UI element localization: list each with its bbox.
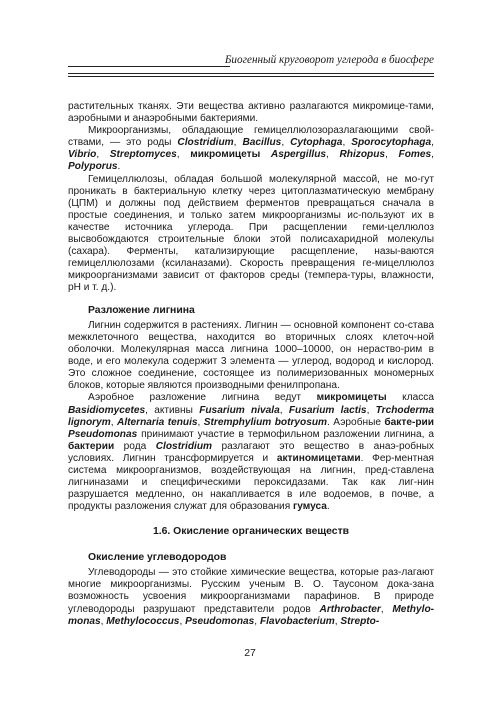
running-title: Биогенный круговорот углерода в биосфере [224, 54, 434, 66]
text-run: . Фер-ментная система микроорганизмов, воздействующая на лигнин, пред-ставлена лигниназами и специфическими пероксидазами. Так как лиг-нин разрушается медленно, он накапливается в иле водоемов, в почве, а продукты разложения служат для образования [68, 452, 435, 513]
header-rule-thin [68, 76, 434, 77]
page-body [68, 101, 434, 628]
text-run: , [100, 615, 107, 627]
header-rule-short [68, 66, 230, 67]
text-run: , [326, 149, 340, 161]
text-run: , [233, 137, 243, 149]
spacer [68, 295, 434, 305]
taxon-name: Vibrio [68, 149, 97, 161]
taxon-name: Streptomyces [109, 149, 177, 161]
bold-term: актиномицетами [276, 452, 361, 464]
taxon-name: Fusarium nivala [199, 404, 280, 416]
taxon-name: Cytophaga [290, 137, 343, 149]
text-run: разлагают это вещество в анаэ-робных условиях. Лигнин трансформируется и [68, 440, 434, 464]
text-run: принимают участие в термофильном разложении лигнина, а [137, 428, 434, 440]
paragraph-hydrocarbons [68, 567, 434, 627]
text-run: , [431, 137, 434, 149]
text-run: , [334, 615, 341, 627]
bold-term: бактерии [68, 440, 115, 452]
spacer [68, 539, 434, 552]
taxon-name: Stremphylium botryosum [203, 416, 328, 428]
bold-term: микромицеты [190, 149, 261, 161]
text-run: растительных тканях. Эти вещества активно разлагаются микромице-тами, аэробными и анаэробными бактериями. [68, 101, 434, 125]
text-run: , [385, 149, 399, 161]
text-run: . [117, 161, 121, 173]
taxon-name: Aspergillus [270, 149, 327, 161]
text-run: . [326, 501, 330, 513]
text-run: , [380, 603, 393, 615]
text-run: , [281, 137, 291, 149]
text-run: . Аэробные [327, 416, 385, 428]
text-run: , [197, 416, 204, 428]
taxon-name: Pseudomonas [68, 428, 138, 440]
text-run: , [342, 137, 352, 149]
paragraph-hemicellulose-microbes [68, 125, 434, 173]
taxon-name: Polyporus [68, 161, 118, 173]
section-heading: 1.6. Окисление органических веществ [152, 526, 350, 538]
text-run: , [176, 149, 191, 161]
taxon-name: Bacillus [242, 137, 282, 149]
text-run: , [366, 404, 376, 416]
taxon-name: Rhizopus [339, 149, 386, 161]
text-run: , активны [145, 404, 200, 416]
text-run: , [254, 615, 260, 627]
taxon-name: Flavobacterium [259, 615, 335, 627]
text-run: класса [386, 392, 434, 404]
taxon-name: Clostridium [177, 137, 234, 149]
taxon-name: Fomes [398, 149, 432, 161]
text-run: рода [114, 440, 156, 452]
subheading-hydrocarbons: Окисление углеводородов [88, 551, 227, 563]
taxon-name: Methylo-monas [68, 603, 434, 627]
taxon-name: Clostridium [155, 440, 213, 452]
taxon-name: Fusarium lactis [288, 404, 367, 416]
taxon-name: Trchoderma lignorym [68, 404, 434, 428]
header-rule [68, 73, 434, 74]
text-run: Гемицеллюлозы, обладая большой молекулярной массой, не мо-гут проникать в бактериальную клетку через цитоплазматическую мембрану (ЦПМ) и должны под действием ферментов превращаться сначала в простые соединения, и только затем микроорганизмы ис-пользуют их в качестве источника углерода. При расщеплении геми-целлюлоз высвобождаются строительные блоки этой полисахаридной молекулы (сахара). Ферменты, катализирующие расщепление, назы-ваются гемицеллюлозами (ксиланазами). Скорость превращения ге-мицеллюлоз микроорганизмами зависит от факторов среды (темпера-туры, влажности, рН и т. д.). [68, 173, 434, 294]
taxon-name: Methylococcus [106, 615, 180, 627]
text-run: Лигнин содержится в растениях. Лигнин — основной компонент со-става межклеточного вещества, находится во вторичных слоях клеточ-ной оболочки. Молекулярная масса лигнина 1000–10000, он нераство-рим в воде, и его молекула содержит 3 элемента — углерод, водород и кислород. Это сложное соединение, состоящее из полимеризованных мономерных блоков, которые являются производными фенилпропана. [68, 319, 434, 392]
page-number: 27 [244, 648, 256, 659]
taxon-name: Strepto- [340, 615, 380, 627]
taxon-name: Alternaria tenuis [117, 416, 198, 428]
spacer [68, 513, 434, 526]
paragraph-hemicellulose-breakdown [68, 174, 434, 295]
running-header [68, 54, 434, 78]
paragraph-continuation [68, 101, 434, 125]
text-run: , [179, 615, 186, 627]
paragraph-lignin-decomposition [68, 392, 434, 513]
text-run [260, 149, 271, 160]
taxon-name: Arthrobacter [319, 603, 381, 615]
bold-term: бакте-рии [384, 416, 434, 428]
text-run: Аэробное разложение лигнина ведут [88, 392, 317, 404]
taxon-name: Pseudomonas [185, 615, 255, 627]
text-run: , [96, 149, 110, 161]
subheading-lignin: Разложение лигнина [88, 304, 195, 316]
text-run: , [431, 149, 434, 161]
taxon-name: Sporocytophaga [351, 137, 432, 149]
text-run: , [110, 416, 118, 428]
text-run: Микроорганизмы, обладающие гемицеллюлозоразлагающими свой-ствами, — это роды [68, 125, 434, 149]
text-run: , [279, 404, 289, 416]
taxon-name: Basidiomycetes [68, 404, 146, 416]
text-run: Углеводороды — это стойкие химические вещества, которые раз-лагают многие микроорганизмы. Русским ученым В. О. Таусоном дока-зана возможность усвоения микроорганизмами парафинов. В природе углеводороды разрушают представители родов [68, 567, 434, 615]
bold-term: микромицеты [316, 392, 387, 404]
bold-term: гумуса [293, 501, 327, 513]
paragraph-lignin-intro [68, 320, 434, 393]
